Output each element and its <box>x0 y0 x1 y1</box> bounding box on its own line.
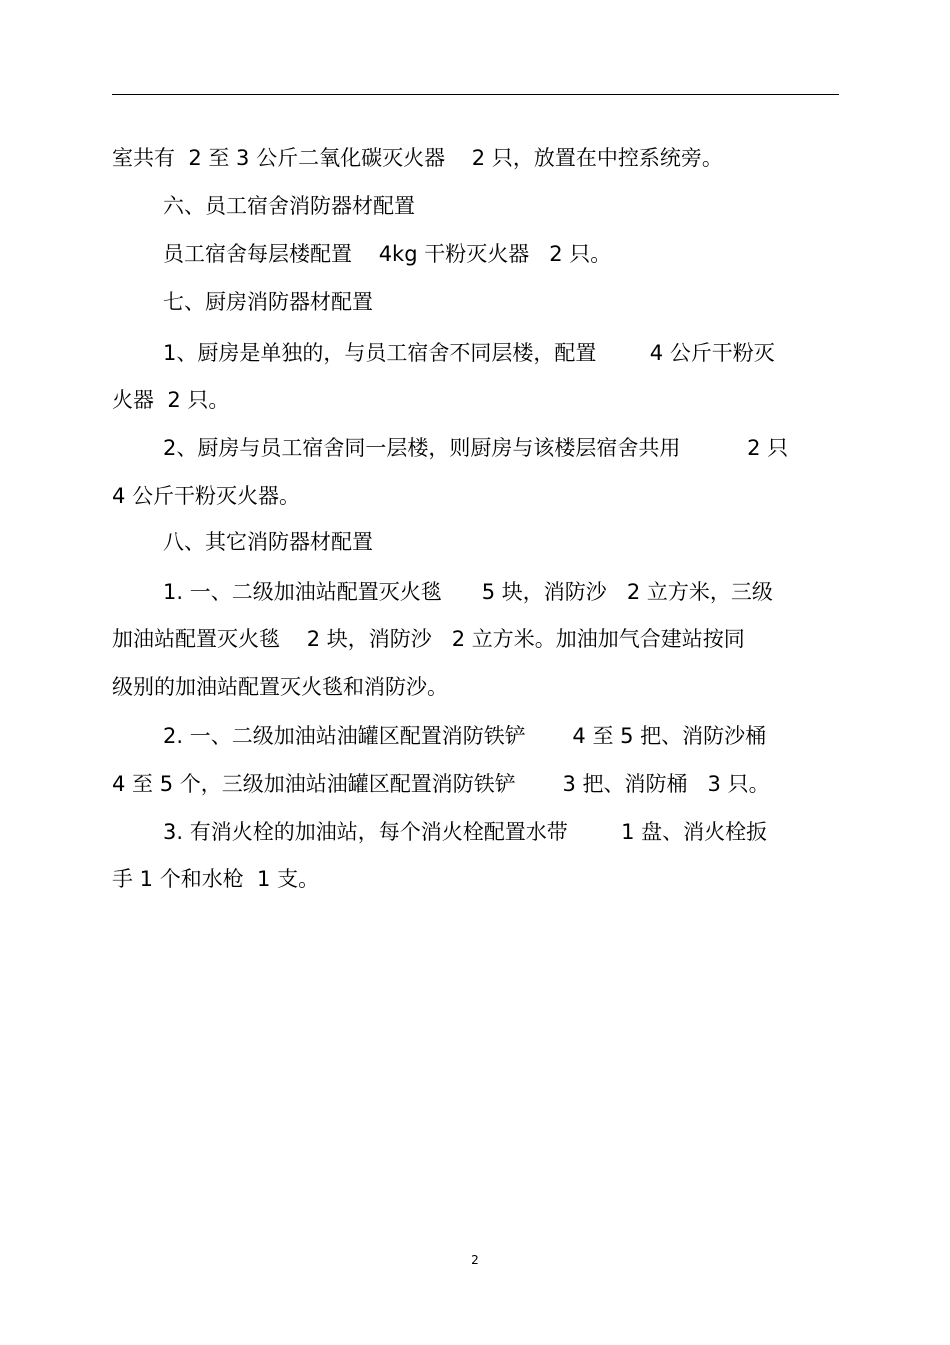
text-line-16: 手 1 个和水枪 1 支。 <box>112 867 320 891</box>
text-line-7: 2、厨房与员工宿舍同一层楼，则厨房与该楼层宿舍共用 2 只 <box>163 436 789 460</box>
text-line-12: 级别的加油站配置灭火毯和消防沙。 <box>112 675 448 699</box>
text-line-3: 员工宿舍每层楼配置 4kg 干粉灭火器 2 只。 <box>163 242 612 266</box>
text-line-10: 1. 一、二级加油站配置灭火毯 5 块，消防沙 2 立方米，三级 <box>163 580 773 604</box>
text-line-1: 室共有 2 至 3 公斤二氧化碳灭火器 2 只，放置在中控系统旁。 <box>112 146 723 170</box>
text-line-11: 加油站配置灭火毯 2 块，消防沙 2 立方米。加油加气合建站按同 <box>112 627 745 651</box>
text-line-13: 2. 一、二级加油站油罐区配置消防铁铲 4 至 5 把、消防沙桶 <box>163 724 767 748</box>
text-line-5: 1、厨房是单独的，与员工宿舍不同层楼，配置 4 公斤干粉灭 <box>163 341 775 365</box>
page-number: 2 <box>471 1253 479 1267</box>
section-heading-8: 八、其它消防器材配置 <box>163 530 373 554</box>
text-line-6: 火器 2 只。 <box>112 388 230 412</box>
header-rule <box>112 94 839 95</box>
section-heading-6: 六、员工宿舍消防器材配置 <box>163 194 415 218</box>
text-line-15: 3. 有消火栓的加油站，每个消火栓配置水带 1 盘、消火栓扳 <box>163 820 768 844</box>
text-line-8: 4 公斤干粉灭火器。 <box>112 484 301 508</box>
text-line-14: 4 至 5 个，三级加油站油罐区配置消防铁铲 3 把、消防桶 3 只。 <box>112 772 770 796</box>
section-heading-7: 七、厨房消防器材配置 <box>163 290 373 314</box>
